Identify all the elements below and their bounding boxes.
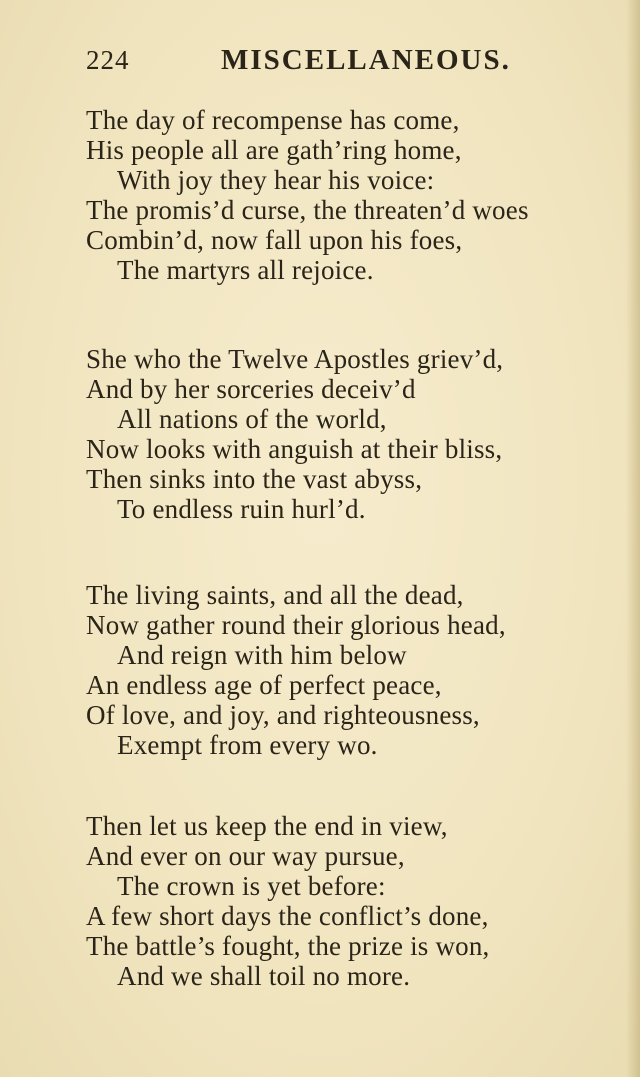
page-number: 224	[86, 45, 130, 75]
verse-line: The living saints, and all the dead,	[86, 580, 464, 610]
stanza	[86, 344, 606, 524]
verse-line: Now gather round their glorious head,	[86, 610, 506, 640]
verse-line: All nations of the world,	[117, 404, 387, 434]
verse-line: And reign with him below	[117, 640, 407, 670]
page-header	[86, 42, 526, 82]
verse-line: Combin’d, now fall upon his foes,	[86, 225, 463, 255]
verse-line: The day of recompense has come,	[86, 105, 460, 135]
verse-line: And we shall toil no more.	[117, 961, 411, 991]
stanza	[86, 105, 606, 285]
verse-line: An endless age of perfect peace,	[86, 670, 442, 700]
verse-line: The crown is yet before:	[117, 871, 386, 901]
stanza	[86, 580, 606, 760]
verse-line: His people all are gath’ring home,	[86, 135, 462, 165]
stanza	[86, 811, 606, 991]
verse-line: The martyrs all rejoice.	[117, 255, 374, 285]
verse-line: Exempt from every wo.	[117, 730, 378, 760]
verse-line: Then sinks into the vast abyss,	[86, 464, 423, 494]
running-head: MISCELLANEOUS.	[221, 44, 511, 76]
verse-line: With joy they hear his voice:	[117, 165, 435, 195]
verse-line: She who the Twelve Apostles griev’d,	[86, 344, 504, 374]
verse-line: The battle’s fought, the prize is won,	[86, 931, 490, 961]
verse-line: A few short days the conflict’s done,	[86, 901, 489, 931]
verse-line: The promis’d curse, the threaten’d woes	[86, 195, 529, 225]
verse-line: And ever on our way pursue,	[86, 841, 405, 871]
verse-line: And by her sorceries deceiv’d	[86, 374, 416, 404]
verse-line: To endless ruin hurl’d.	[117, 494, 366, 524]
verse-line: Of love, and joy, and righteousness,	[86, 700, 480, 730]
verse-line: Now looks with anguish at their bliss,	[86, 434, 503, 464]
verse-line: Then let us keep the end in view,	[86, 811, 448, 841]
page-edge-shadow	[626, 0, 640, 1077]
